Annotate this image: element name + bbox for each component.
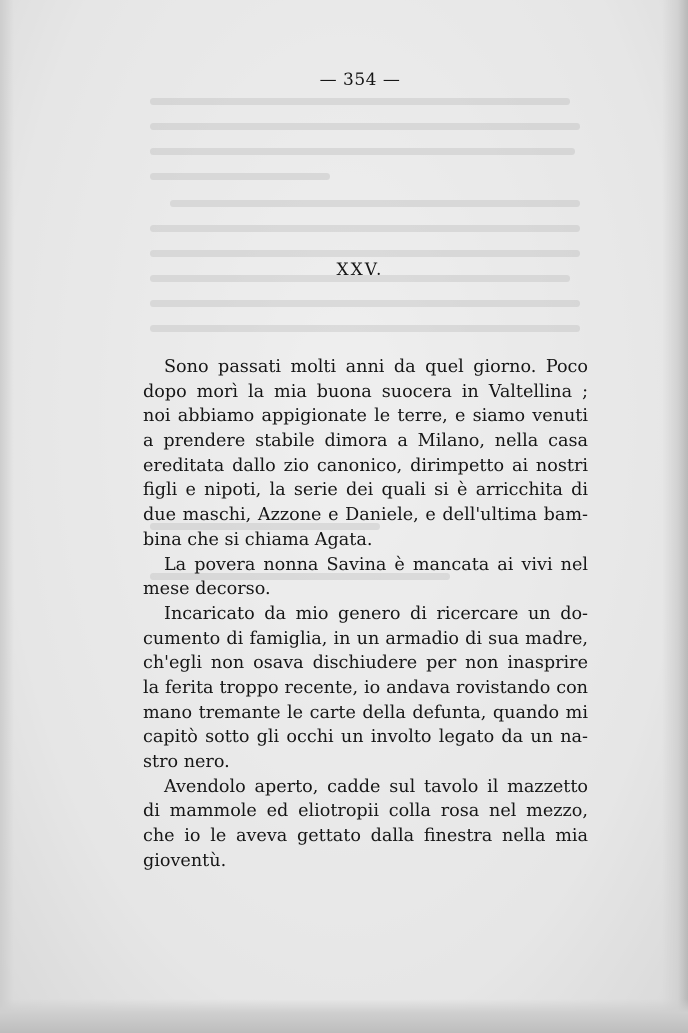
text-line: figli e nipoti, la serie dei quali si è arricchita di xyxy=(143,480,588,501)
text-line: ereditata dallo zio canonico, dirimpetto ai nostri xyxy=(143,455,588,476)
page-bottom-shadow xyxy=(0,999,688,1033)
text-line: Sono passati molti anni da quel giorno. Poco xyxy=(164,357,588,377)
text-line: gioventù. xyxy=(143,850,227,871)
text-line: due maschi, Azzone e Daniele, e dell'ultima bam- xyxy=(143,505,588,526)
text-line: capitò sotto gli occhi un involto legato da un na- xyxy=(143,727,588,748)
text-line: mese decorso. xyxy=(143,579,271,600)
text-line: Avendolo aperto, cadde sul tavolo il mazzetto xyxy=(164,776,588,797)
text-line: Incaricato da mio genero di ricercare un do- xyxy=(164,603,588,624)
text-line: di mammole ed eliotropii colla rosa nel mezzo, xyxy=(143,801,588,822)
body-text xyxy=(143,355,588,873)
chapter-heading: XXV. xyxy=(336,260,384,280)
text-line: mano tremante le carte della defunta, quando mi xyxy=(143,702,588,723)
text-line: dopo morì la mia buona suocera in Valtellina ; xyxy=(143,381,588,402)
text-line: noi abbiamo appigionate le terre, e siamo venuti xyxy=(143,406,588,427)
text-line: a prendere stabile dimora a Milano, nella casa xyxy=(143,431,588,452)
text-line: La povera nonna Savina è mancata ai vivi nel xyxy=(164,554,588,575)
text-line: stro nero. xyxy=(143,752,230,772)
text-line: ch'egli non osava dischiudere per non inasprire xyxy=(143,653,588,674)
text-line: bina che si chiama Agata. xyxy=(143,529,373,550)
page-left-shadow xyxy=(0,0,14,1033)
text-line: che io le aveva gettato dalla finestra nella mia xyxy=(143,826,588,847)
text-line: cumento di famiglia, in un armadio di sua madre, xyxy=(143,628,588,649)
text-line: la ferita troppo recente, io andava rovistando con xyxy=(143,677,588,698)
page-number: — 354 — xyxy=(319,70,401,90)
page-right-shadow xyxy=(662,0,688,1033)
